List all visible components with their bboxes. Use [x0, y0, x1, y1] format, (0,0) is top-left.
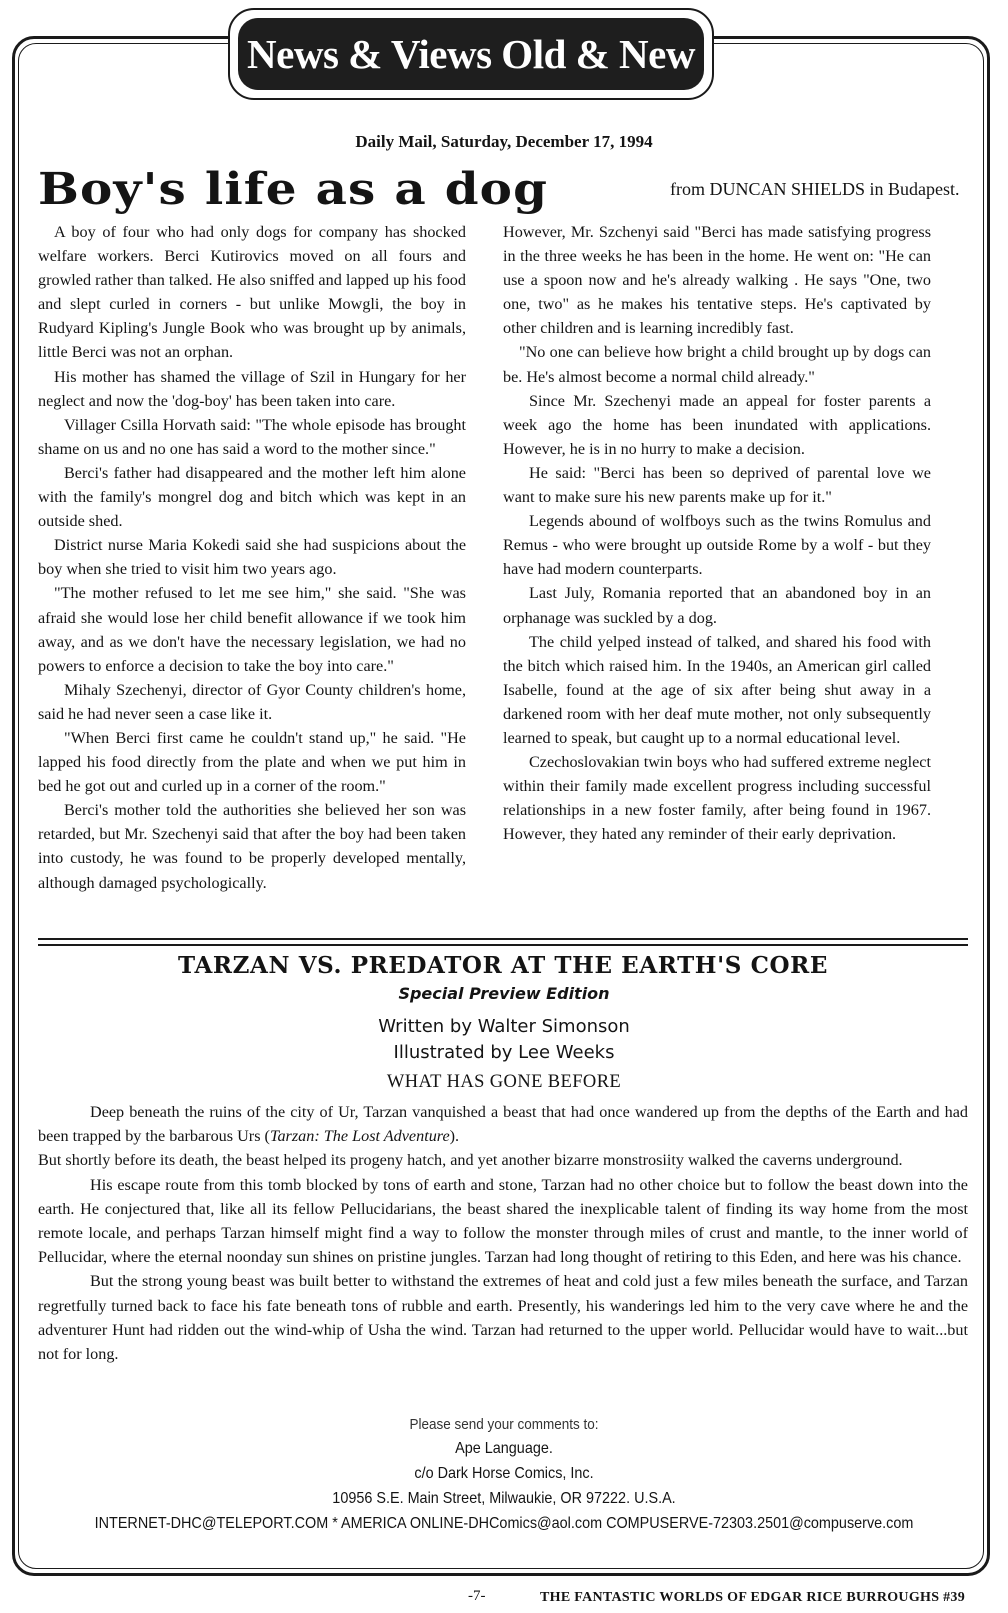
article-paragraph: Czechoslovakian twin boys who had suffered extreme neglect within their family made excellent progress including successful relationships in a new foster family, after being found in 1967. However, they hated any reminder of their early deprivation. — [503, 753, 931, 844]
section-divider-bottom — [38, 944, 968, 946]
article-paragraph: "The mother refused to let me see him," she said. "She was afraid she would lose her child benefit allowance if we took him away, and as we don't have the necessary legislation, we had no powers to enforce a decision to take the boy into care." — [38, 584, 466, 675]
contact-address: 10956 S.E. Main Street, Milwaukie, OR 97222. U.S.A. — [332, 1490, 676, 1507]
article-column-right — [503, 220, 931, 926]
contact-prompt: Please send your comments to: — [409, 1416, 599, 1433]
preview-writer-credit: Written by Walter Simonson — [378, 1016, 630, 1037]
article-paragraph: "No one can believe how bright a child brought up by dogs can be. He's almost become a normal child already." — [503, 343, 931, 386]
story-paragraph: But shortly before its death, the beast helped its progeny hatch, and yet another bizarre monstrosiity walked the caverns underground. — [38, 1151, 903, 1170]
article-paragraph: "When Berci first came he couldn't stand up," he said. "He lapped his food directly from the plate and when we put him in bed he got out and curled up in a corner of the room." — [38, 728, 466, 796]
article-paragraph: Berci's mother told the authorities she believed her son was retarded, but Mr. Szechenyi said that after the boy had been taken into custody, he was found to be properly developed mentally, although damaged psychologically. — [38, 801, 466, 892]
preview-section-heading: WHAT HAS GONE BEFORE — [386, 1072, 622, 1092]
article-paragraph: Villager Csilla Horvath said: "The whole episode has brought shame on us and no one has said a word to the mother since." — [38, 415, 466, 458]
article-paragraph: Since Mr. Szechenyi made an appeal for foster parents a week ago the home has been inundated with applications. However, he is in no hurry to make a decision. — [503, 391, 931, 458]
article-byline: from DUNCAN SHIELDS in Budapest. — [670, 179, 960, 199]
story-book-title: Tarzan: The Lost Adventure — [269, 1127, 450, 1146]
article-paragraph: However, Mr. Szchenyi said "Berci has made satisfying progress in the three weeks he has been in the home. He went on: "He can use a spoon now and he's already walking . He says "One, two one, two" as he makes his tentative steps. He's captivated by other children and is learning incredibly fast. — [503, 223, 931, 338]
article-paragraph: Legends abound of wolfboys such as the twins Romulus and Remus - who were brought up outside Rome by a wolf - but they have had modern counterparts. — [503, 512, 931, 579]
contact-recipient: Ape Language. — [455, 1440, 553, 1457]
contact-company: c/o Dark Horse Comics, Inc. — [414, 1465, 594, 1482]
article-paragraph: Mihaly Szechenyi, director of Gyor County children's home, said he had never seen a case like it. — [38, 680, 466, 723]
section-divider-top — [38, 938, 968, 940]
article-headline: Boy's life as a dog — [38, 164, 549, 215]
article-source: Daily Mail, Saturday, December 17, 1994 — [355, 132, 653, 151]
story-text: ). — [449, 1127, 460, 1146]
preview-title: TARZAN VS. PREDATOR AT THE EARTH'S CORE — [178, 952, 828, 979]
magazine-title: THE FANTASTIC WORLDS OF EDGAR RICE BURROUGHS #39 — [540, 1590, 965, 1605]
preview-artist-credit: Illustrated by Lee Weeks — [393, 1042, 615, 1063]
article-paragraph: The child yelped instead of talked, and shared his food with the bitch which raised him. In the 1940s, an American girl called Isabelle, found at the age of six after being shut away in a darkened room with her deaf mute mother, not only subsequently learned to speak, but caught up to a normal educational level. — [503, 632, 931, 747]
story-paragraph: His escape route from this tomb blocked by tons of earth and stone, Tarzan had no other choice but to follow the beast down into the earth. He conjectured that, like all its fellow Pellucidarians, the beast shared the inexplicable talent of finding its way home from the most remote locale, and perhaps Tarzan himself might find a way to follow the monster through miles of crust and mantle, to the inner world of Pellucidar, where the eternal noonday sun shines on pristine jungles. Tarzan had long thought of retiring to this Eden, and here was his chance. — [38, 1175, 968, 1267]
contact-online-addresses: INTERNET-DHC@TELEPORT.COM * AMERICA ONLINE-DHComics@aol.com COMPUSERVE-72303.2501@compuserve.com — [94, 1515, 914, 1532]
banner-plate — [238, 18, 704, 90]
article-column-left — [38, 220, 466, 926]
banner-title: News & Views Old & New — [247, 31, 695, 77]
article-paragraph: Berci's father had disappeared and the mother left him alone with the family's mongrel dog and bitch which was kept in an outside shed. — [38, 463, 466, 531]
article-paragraph: His mother has shamed the village of Szil in Hungary for her neglect and now the 'dog-boy' has been taken into care. — [38, 367, 466, 410]
column-banner — [228, 8, 714, 100]
article-paragraph: He said: "Berci has been so deprived of parental love we want to make sure his new parents make up for it." — [503, 463, 931, 507]
preview-edition: Special Preview Edition — [398, 984, 610, 1003]
story-text: Deep beneath the ruins of the city of Ur, Tarzan vanquished a beast that had once wandered up from the depths of the Earth and had been trapped by the barbarous Urs ( — [38, 1103, 968, 1146]
story-paragraph — [38, 1100, 968, 1148]
page-number: -7- — [468, 1588, 486, 1604]
article-headline-row — [38, 156, 968, 215]
article-paragraph: District nurse Maria Kokedi said she had suspicions about the boy when she tried to visit him two years ago. — [38, 536, 466, 579]
article-paragraph: Last July, Romania reported that an abandoned boy in an orphanage was suckled by a dog. — [503, 584, 931, 627]
preview-story — [38, 1100, 968, 1366]
article-paragraph: A boy of four who had only dogs for company has shocked welfare workers. Berci Kutirovics moved on all fours and growled rather than talked. He also sniffed and lapped up his food and slept curled in corners - but unlike Mowgli, the boy in Rudyard Kipling's Jungle Book who was brought up by animals, little Berci was not an orphan. — [38, 223, 466, 362]
story-paragraph: But the strong young beast was built better to withstand the extremes of heat and cold just a few miles beneath the surface, and Tarzan regretfully turned back to face his fate beneath tons of rubble and earth. Presently, his wanderings led him to the very cave where he and the adventurer Hunt had ridden out the wind-whip of Usha the wind. Tarzan had returned to the upper world. Pellucidar would have to wait...but not for long. — [38, 1272, 968, 1364]
